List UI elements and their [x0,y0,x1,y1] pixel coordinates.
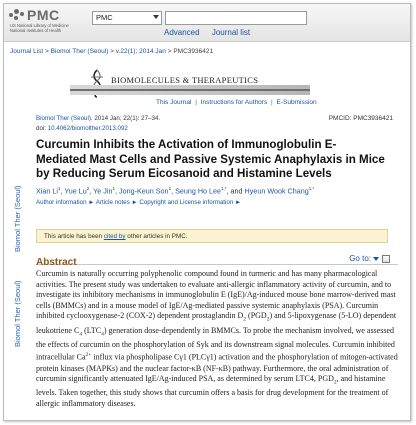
abstract-text-run: , and histamine levels. Taken together, this study shows that curcumin offers a basis for drug development for the treatment of allergic inflammatory diseases. [36,374,389,408]
author-link[interactable]: Yue Lu [64,185,87,195]
author-link[interactable]: Jong-Keun Son [119,185,169,195]
advanced-link[interactable]: Advanced [164,28,200,37]
breadcrumb-separator: > [43,48,51,55]
doi-line [36,125,403,132]
breadcrumb-journal-list[interactable]: Journal List [10,48,44,55]
breadcrumb-journal[interactable]: Biomol Ther (Seoul) [50,48,109,55]
cited-by-notice [36,229,388,243]
author-separator: , [115,185,119,195]
abstract-text-run: Curcumin is naturally occurring polyphenolic compound found in turmeric and has many pharmacological activities. The present study was undertaken to evaluate anti-allergic inflammatory activity of curcumin, and to investigate its inhibitory mechanisms in immunoglobulin E (IgE)/Ag-induced mouse bone marrow-derived mast cells (BMMCs) and in a mouse model of IgE/Ag-mediated passive systemic anaphylaxis (PSA). Curcumin inhibited cyclooxygenase-2 (COX-2) dependent prostaglandin D [36,269,396,321]
e-submission-link[interactable]: E-Submission [276,99,317,106]
abstract-subscript: 2 [243,316,247,323]
breadcrumb [10,48,213,55]
breadcrumb-current: PMC3936421 [173,48,214,55]
author-link[interactable]: Ye Jin [93,185,113,195]
author-separator: , [60,185,65,195]
abstract-subscript: 4 [79,331,83,338]
journal-links [156,99,317,106]
pmc-logo-icon [9,8,25,22]
pmcid-label: PMCID: PMC3936421 [328,115,393,122]
database-select[interactable] [92,11,162,25]
author-affiliation: 1 [112,185,115,191]
author-affiliation: 1 [57,185,61,191]
citation-text: . 2014 Jan; 22(1): 27–34. [90,115,161,122]
journal-ref-link[interactable]: Biomol Ther (Seoul) [36,115,91,122]
pmc-logo[interactable] [9,7,91,39]
author-separator: , and [226,185,245,195]
doi-prefix: doi: [36,125,48,132]
banner-band [70,85,310,95]
author-separator: , [89,185,94,195]
instructions-link[interactable]: Instructions for Authors [200,99,268,106]
journal-side-label: Biomol Ther (Seoul) [13,185,22,253]
browser-page [3,3,411,421]
cited-post: other articles in PMC. [125,233,188,240]
abstract-superscript: 2+ [85,352,92,359]
author-affiliation: 1,* [221,185,227,191]
journal-side-label-2: Biomol Ther (Seoul) [13,280,22,348]
pmc-logo-word: PMC [27,7,60,23]
abstract-text-run: ) and 5-lipoxygenase (5-LO) dependent leukotriene C [36,311,397,335]
search-input[interactable] [165,11,307,25]
abstract-subscript: 2 [333,379,337,386]
journal-list-link[interactable]: Journal list [211,28,251,37]
goto-menu[interactable] [349,254,390,263]
database-select-value: PMC [96,13,113,22]
cited-by-link[interactable]: cited by [103,233,126,240]
citation-line [36,115,403,124]
breadcrumb-separator: > [108,48,116,55]
doi-link[interactable]: 10.4062/biomolther.2013.092 [47,125,128,132]
link-separator: | [271,99,273,106]
site-header [4,4,410,42]
author-link[interactable]: Seung Ho Lee [175,185,222,195]
link-separator: | [195,99,197,106]
journal-banner-title: BIOMOLECULES & THERAPEUTICS [111,75,259,85]
author-link[interactable]: Xian Li [36,185,58,195]
author-affiliation: 1 [168,185,172,191]
abstract-subscript: 2 [266,316,270,323]
abstract-text-run: (LTC [82,325,102,335]
author-list [36,186,403,195]
author-affiliation: 2 [86,185,90,191]
abstract-header [36,252,398,268]
author-separator: , [171,185,176,195]
author-info-link[interactable]: Author information ► Article notes ► Copyright and License information ► [36,198,242,206]
abstract-text-run: ) generation dose-dependently in BMMCs. To probe the mechanism involved, we assessed the effects of curcumin on the phosphorylation of Syk and its downstream signal molecules. Curcumin inhibited intracellular Ca [36,325,395,362]
chevron-down-icon [373,257,379,261]
abstract-paragraph [36,269,402,410]
logo-subtitle-2: National Institutes of Health [10,28,62,33]
cited-pre: This article has been [44,233,104,240]
goto-label: Go to: [349,254,371,263]
abstract-text-run: (PGD [246,311,267,321]
article-content [36,115,403,408]
header-links [164,28,260,37]
author-link[interactable]: Hyeun Wook Chang [244,185,309,195]
breadcrumb-separator: > [165,48,174,55]
article-title: Curcumin Inhibits the Activation of Immunoglobulin E-Mediated Mast Cells and Passive Systemic Anaphylaxis in Mice by Reducing Serum Eicosanoid and Histamine Levels [36,138,385,180]
this-journal-link[interactable]: This Journal [156,99,192,106]
abstract-subscript: 4 [101,331,104,338]
breadcrumb-issue[interactable]: v.22(1); 2014 Jan [115,48,166,55]
goto-toggle-button[interactable] [382,255,390,263]
abstract-heading: Abstract [36,257,77,268]
author-affiliation: 1,* [308,185,315,191]
chevron-down-icon [153,15,159,19]
logo-subtitle-1: US National Library of Medicine [10,23,69,28]
abstract-text-run: influx via phospholipase Cγ1 (PLCγ1) activation and the phosphorylation of mitogen-activated protein kinases (MAPKs) and the nuclear factor-κB (NF-κB) pathway. Furthermore, the oral administration of curcumin significantly attenuated IgE/Ag-induced PSA, as determined by serum LTC4, PGD [36,353,398,384]
